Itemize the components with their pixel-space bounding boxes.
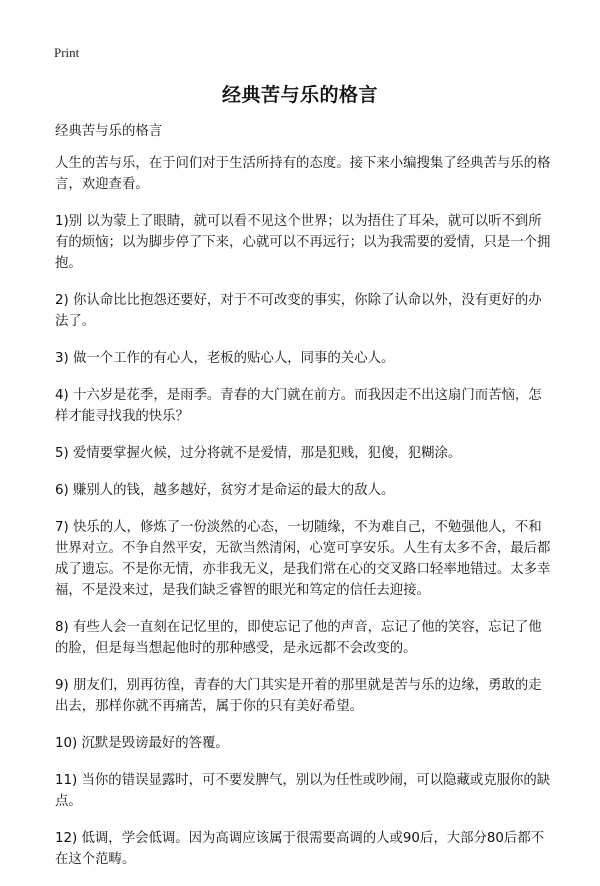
page-title: 经典苦与乐的格言 bbox=[221, 84, 378, 106]
quote-item: 3) 做一个工作的有心人，老板的贴心人，同事的关心人。 bbox=[55, 351, 395, 366]
quote-item: 5) 爱情要掌握火候，过分将就不是爱情，那是犯贱，犯傻，犯糊涂。 bbox=[55, 446, 462, 461]
quote-item: 7) 快乐的人，修炼了一份淡然的心态，一切随缘，不为难自己，不勉强他人，不和世界对立。不争自然平安，无欲当然清闲，心宽可享安乐。人生有太多不舍，最后都成了遗忘。不是你无情，亦非我无义，是我们常在心的交叉路口轻率地错过。太多幸福，不是没来过，是我们缺乏睿智的眼光和笃定的信任去迎接。 bbox=[55, 520, 551, 598]
quote-item: 4) 十六岁是花季，是雨季。青春的大门就在前方。而我因走不出这扇门而苦恼，怎样才能寻找我的快乐？ bbox=[55, 388, 542, 424]
quote-item: 12) 低调，学会低调。因为高调应该属于很需要高调的人或90后，大部分80后都不在这个范畴。 bbox=[55, 831, 545, 867]
article-body bbox=[55, 121, 555, 886]
quote-item: 8) 有些人会一直刻在记忆里的，即使忘记了他的声音，忘记了他的笑容，忘记了他的脸，但是每当想起他时的那种感受，是永远都不会改变的。 bbox=[55, 620, 542, 656]
quote-item: 9) 朋友们，别再彷徨，青春的大门其实是开着的那里就是苦与乐的边缘，勇敢的走出去，那样你就不再痛苦，属于你的只有美好希望。 bbox=[55, 678, 542, 714]
quote-item: 11) 当你的错误显露时，可不要发脾气，别以为任性或吵闹，可以隐藏或克服你的缺点。 bbox=[55, 773, 551, 809]
quote-item: 6) 赚别人的钱，越多越好，贫穷才是命运的最大的敌人。 bbox=[55, 483, 395, 498]
article-subtitle: 经典苦与乐的格言 bbox=[55, 124, 163, 139]
print-link[interactable]: Print bbox=[54, 45, 80, 60]
quote-item: 1)别 以为蒙上了眼睛，就可以看不见这个世界；以为捂住了耳朵，就可以听不到所有的烦恼；以为脚步停了下来，心就可以不再远行；以为我需要的爱情，只是一个拥抱。 bbox=[55, 214, 551, 271]
quote-item: 10) 沉默是毁谤最好的答覆。 bbox=[55, 736, 229, 751]
article-intro: 人生的苦与乐，在于问们对于生活所持有的态度。接下来小编搜集了经典苦与乐的格言，欢迎查看。 bbox=[55, 156, 551, 192]
quote-item: 2) 你认命比比抱怨还要好，对于不可改变的事实，你除了认命以外，没有更好的办法了。 bbox=[55, 293, 542, 329]
